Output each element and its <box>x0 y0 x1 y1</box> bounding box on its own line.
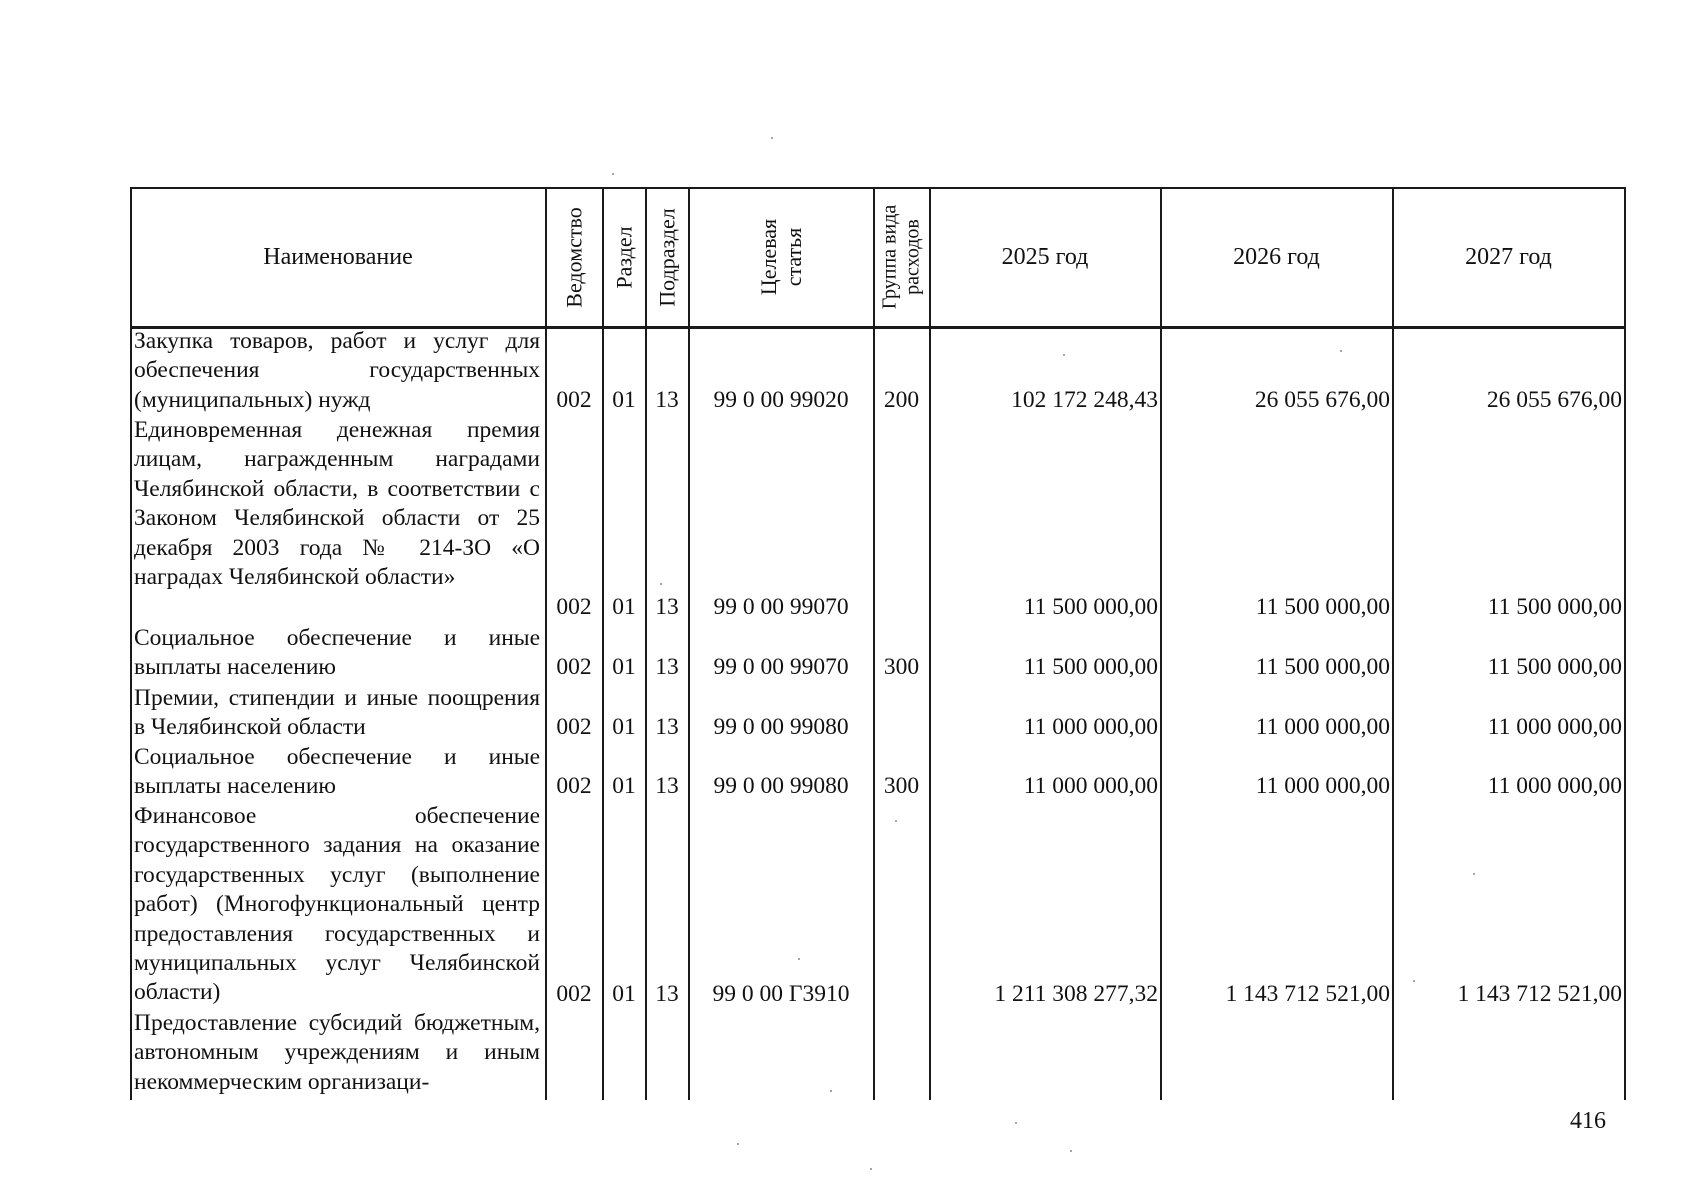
row-target: 99 0 00 99020 <box>713 387 849 413</box>
row-razdel: 01 <box>612 654 636 680</box>
row-razdel: 01 <box>612 714 636 740</box>
header-target <box>689 188 873 326</box>
row-razdel: 01 <box>612 773 636 799</box>
row-2025: 11 500 000,00 <box>1023 654 1158 680</box>
row-name: Закупка товаров, работ и услуг для обеспечения государственных (муниципальных) нужд <box>134 328 540 413</box>
scan-speck <box>1015 1122 1017 1124</box>
row-vedomstvo: 002 <box>556 654 592 680</box>
header-target-line2: статья <box>780 227 806 287</box>
row-name: Единовременная денежная премия лицам, награжденным наградами Челябинской области, в соответствии с Законом Челябинской области от 25 декабря 2003 года № 214-ЗО «О наградах Челябинской области» <box>134 417 540 591</box>
row-2026: 26 055 676,00 <box>1254 387 1390 413</box>
row-2026: 11 500 000,00 <box>1255 594 1390 620</box>
header-podrazdel-label: Подраздел <box>654 207 680 307</box>
header-razdel <box>603 188 645 326</box>
row-razdel: 01 <box>612 387 636 413</box>
row-2025: 11 000 000,00 <box>1023 773 1158 799</box>
header-group-line1: Группа вида <box>878 204 901 310</box>
row-podrazdel: 13 <box>655 773 679 799</box>
header-2025: 2025 год <box>1001 243 1089 270</box>
header-name: Наименование <box>263 243 413 270</box>
row-2027: 11 500 000,00 <box>1487 594 1622 620</box>
scan-speck <box>737 1143 739 1145</box>
row-vedomstvo: 002 <box>556 981 592 1007</box>
row-podrazdel: 13 <box>655 594 679 620</box>
scan-speck <box>870 1168 872 1170</box>
row-vedomstvo: 002 <box>556 714 592 740</box>
row-2026: 11 500 000,00 <box>1255 654 1390 680</box>
header-target-line1: Целевая <box>755 218 781 296</box>
scan-speck <box>660 583 662 585</box>
scan-speck <box>830 1090 832 1092</box>
row-name: Премии, стипендии и иные поощрения в Челябинской области <box>134 685 540 741</box>
header-group-label <box>879 205 925 310</box>
page-number: 416 <box>1570 1108 1606 1134</box>
row-2026: 11 000 000,00 <box>1255 773 1390 799</box>
header-2026: 2026 год <box>1233 243 1320 270</box>
header-group <box>874 188 929 326</box>
row-2027: 11 000 000,00 <box>1487 773 1622 799</box>
header-podrazdel <box>646 188 688 326</box>
row-2027: 11 500 000,00 <box>1487 654 1622 680</box>
row-target: 99 0 00 99080 <box>713 773 849 799</box>
scan-speck <box>1070 1150 1072 1152</box>
scan-speck <box>798 958 800 960</box>
row-group: 200 <box>883 387 920 413</box>
header-2027: 2027 год <box>1465 243 1552 270</box>
row-razdel: 01 <box>612 594 636 620</box>
scan-speck <box>1063 354 1065 356</box>
scan-speck <box>612 173 614 175</box>
row-podrazdel: 13 <box>655 654 679 680</box>
header-vedomstvo <box>546 188 602 326</box>
row-vedomstvo: 002 <box>556 387 592 413</box>
scan-speck <box>895 820 897 822</box>
row-razdel: 01 <box>612 981 636 1007</box>
header-target-label <box>756 219 806 295</box>
row-name: Финансовое обеспечение государственного задания на оказание государственных услуг (выполнение работ) (Многофункциональный центр предоставления государственных и муниципальных услуг Челябинской области) <box>134 803 540 1006</box>
row-name: Социальное обеспечение и иные выплаты населению <box>134 744 540 800</box>
scan-speck <box>771 137 773 139</box>
row-2025: 11 000 000,00 <box>1023 714 1158 740</box>
header-razdel-label: Раздел <box>611 225 637 289</box>
row-2025: 102 172 248,43 <box>1011 387 1158 413</box>
row-target: 99 0 00 99070 <box>713 654 849 680</box>
row-2027: 26 055 676,00 <box>1486 387 1622 413</box>
row-2026: 1 143 712 521,00 <box>1225 981 1390 1007</box>
row-podrazdel: 13 <box>655 981 679 1007</box>
row-2027: 11 000 000,00 <box>1487 714 1622 740</box>
row-vedomstvo: 002 <box>556 594 592 620</box>
row-podrazdel: 13 <box>655 387 679 413</box>
row-2025: 11 500 000,00 <box>1023 594 1158 620</box>
row-2027: 1 143 712 521,00 <box>1457 981 1622 1007</box>
scan-speck <box>1340 350 1342 352</box>
row-2025: 1 211 308 277,32 <box>994 981 1158 1007</box>
row-vedomstvo: 002 <box>556 773 592 799</box>
scan-speck <box>1473 873 1475 875</box>
header-vedomstvo-label: Ведомство <box>561 206 587 308</box>
row-target: 99 0 00 99080 <box>713 714 849 740</box>
row-name: Предоставление субсидий бюджетным, автономным учреждениям и иным некоммерческим организаци- <box>134 1010 540 1095</box>
row-podrazdel: 13 <box>655 714 679 740</box>
row-2026: 11 000 000,00 <box>1255 714 1390 740</box>
row-group: 300 <box>883 773 920 799</box>
row-target: 99 0 00 Г3910 <box>712 981 850 1007</box>
row-group: 300 <box>883 654 920 680</box>
row-name: Социальное обеспечение и иные выплаты населению <box>134 625 540 681</box>
row-target: 99 0 00 99070 <box>713 594 849 620</box>
scan-speck <box>1413 980 1415 982</box>
col-border <box>1624 187 1626 1100</box>
header-group-line2: расходов <box>901 219 924 295</box>
